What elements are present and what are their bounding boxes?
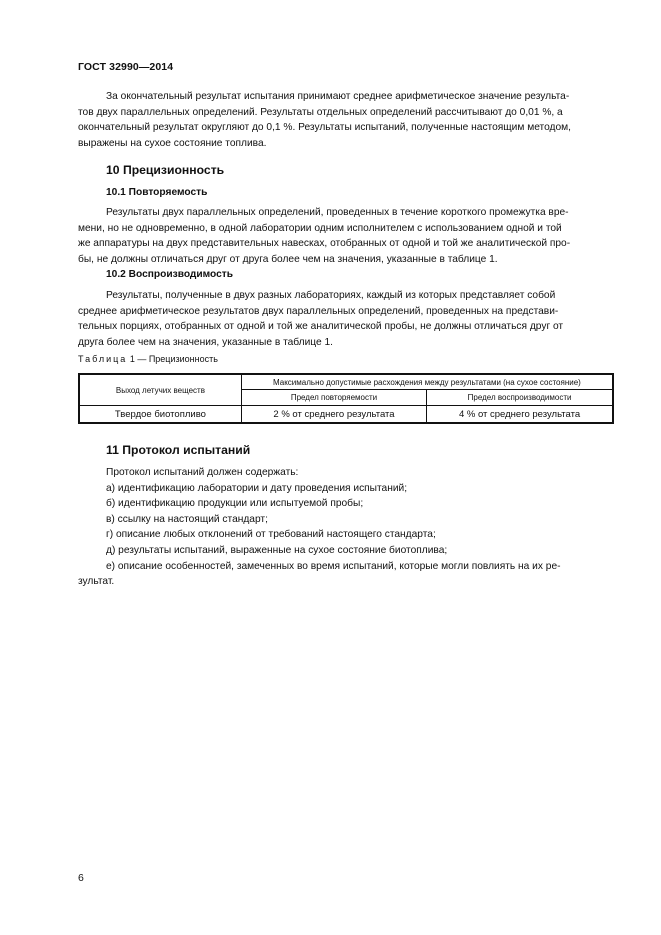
list-intro: Протокол испытаний должен содержать: (106, 467, 299, 478)
table-row (79, 406, 613, 424)
page-number: 6 (78, 872, 84, 884)
list-item: е) описание особенностей, замеченных во время испытаний, которые могли повлиять на их ре- (106, 560, 561, 572)
document-header: ГОСТ 32990—2014 (78, 61, 174, 73)
col-header-reproducibility: Предел воспроизводимости (427, 390, 613, 406)
text-line: За окончательный результат испытания принимают среднее арифметическое значение результа- тов двух параллельных определений. Результаты отдельных определений рассчитывают до 0,01 %, а окончательный результат округляют до 0,1 %. Результаты испытаний, полученные настоящим методом, выражены на сухое состояние топлива. (78, 91, 571, 149)
reproducibility-paragraph (78, 288, 614, 350)
cell-material: Твердое биотопливо (79, 406, 241, 424)
intro-paragraph (78, 89, 614, 151)
table-caption (78, 354, 218, 364)
col-header-material: Выход летучих веществ (79, 374, 241, 406)
text-line: Результаты двух параллельных определений, проведенных в течение короткого промежутка вре- мени, но не одновременно, в одной лаборатории одним исполнителем с использованием одной и той же аппаратуры на двух представительных навесках, отобранных от одной и той же аналитической про- бы, не должны отличаться друг от друга более чем на значения, указанные в таблице 1. (78, 207, 571, 265)
list-item: г) описание любых отклонений от требований настоящего стандарта; (106, 529, 436, 541)
list-item: б) идентификацию продукции или испытуемой пробы; (106, 498, 364, 510)
table-header-row (79, 374, 613, 390)
section-11-heading: 11 Протокол испытаний (106, 443, 251, 457)
protocol-list (78, 465, 614, 590)
list-item: в) ссылку на настоящий стандарт; (106, 513, 268, 525)
precision-table (78, 373, 614, 424)
col-header-repeatability: Предел повторяемости (241, 390, 426, 406)
text-line: Результаты, полученные в двух разных лабораториях, каждый из которых представляет собой среднее арифметическое результатов двух параллельных определений, проведенных на представи- тельных порциях, отобранных от одной и той же аналитической пробы, не должны отличаться друг от друга более чем на значения, указанные в таблице 1. (78, 290, 564, 348)
table-caption-title: 1 — Прецизионность (129, 354, 218, 364)
repeatability-paragraph (78, 205, 614, 267)
list-item-continuation: зультат. (78, 576, 115, 588)
cell-repeatability: 2 % от среднего результата (241, 406, 426, 424)
list-item: д) результаты испытаний, выраженные на сухое состояние биотоплива; (106, 544, 448, 556)
group-header-limits: Максимально допустимые расхождения между результатами (на сухое состояние) (241, 374, 613, 390)
section-10-heading: 10 Прецизионность (106, 163, 225, 177)
section-10-1-heading: 10.1 Повторяемость (106, 187, 208, 198)
list-item: а) идентификацию лаборатории и дату проведения испытаний; (106, 482, 408, 494)
cell-reproducibility: 4 % от среднего результата (427, 406, 613, 424)
section-10-2-heading: 10.2 Воспроизводимость (106, 269, 234, 280)
table-caption-label: Таблица (78, 354, 128, 364)
